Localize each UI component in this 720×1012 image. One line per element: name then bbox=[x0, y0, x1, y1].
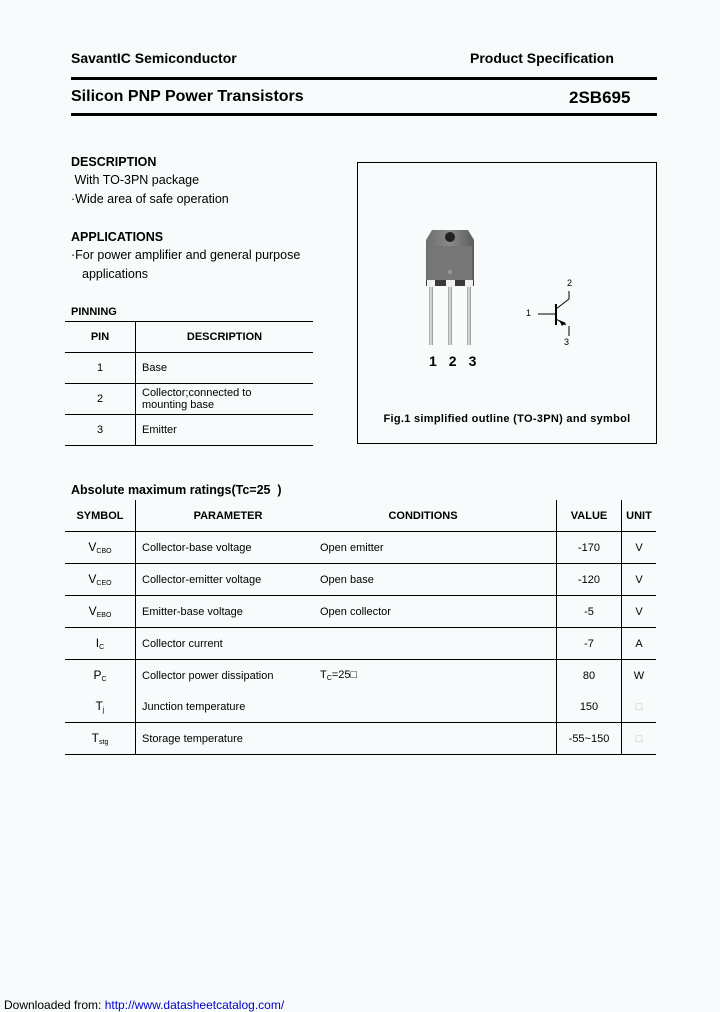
parameter-cell: Collector-base voltage bbox=[136, 532, 321, 564]
value-cell: -55~150 bbox=[557, 723, 622, 755]
to3pn-package-image bbox=[418, 228, 488, 363]
part-number: 2SB695 bbox=[569, 88, 631, 107]
footer-label: Downloaded from: bbox=[4, 998, 105, 1012]
conditions-cell bbox=[320, 660, 557, 692]
table-row bbox=[65, 596, 656, 628]
col-header-unit: UNIT bbox=[622, 500, 657, 532]
symbol-label-emitter: 3 bbox=[564, 337, 570, 347]
header-rule-top bbox=[71, 77, 657, 80]
package-pin-label: 2 bbox=[448, 353, 469, 369]
value-cell: 80 bbox=[557, 660, 622, 692]
header-rule-bottom bbox=[71, 113, 657, 116]
pin-description: Collector;connected to mounting base bbox=[136, 384, 314, 415]
package-pin-label: 1 bbox=[429, 353, 449, 369]
applications-item: ·For power amplifier and general purpose bbox=[71, 248, 301, 262]
ratings-table bbox=[65, 500, 656, 755]
pin-description: Base bbox=[136, 353, 314, 384]
unit-cell: V bbox=[622, 564, 657, 596]
unit-cell: V bbox=[622, 596, 657, 628]
table-row bbox=[65, 384, 313, 415]
unit-cell: V bbox=[622, 532, 657, 564]
col-header-symbol: SYMBOL bbox=[65, 500, 136, 532]
symbol-subscript: j bbox=[102, 707, 105, 714]
conditions-cell: Open collector bbox=[320, 596, 557, 628]
unit-cell: □ bbox=[622, 691, 657, 723]
value-cell: -7 bbox=[557, 628, 622, 660]
conditions-cell: Open emitter bbox=[320, 532, 557, 564]
pinning-title: PINNING bbox=[71, 306, 117, 318]
symbol-cell bbox=[65, 691, 136, 723]
symbol-cell bbox=[65, 596, 136, 628]
symbol-subscript: EBO bbox=[96, 612, 112, 619]
col-header-parameter: PARAMETER bbox=[136, 500, 321, 532]
symbol-main: T bbox=[95, 699, 103, 713]
parameter-cell: Collector current bbox=[136, 628, 321, 660]
figure-outline-box bbox=[357, 162, 657, 444]
col-header-pin: PIN bbox=[65, 322, 136, 353]
table-row bbox=[65, 415, 313, 446]
symbol-main: P bbox=[93, 668, 102, 682]
parameter-cell: Collector-emitter voltage bbox=[136, 564, 321, 596]
table-row bbox=[65, 628, 656, 660]
pinning-table bbox=[65, 321, 313, 446]
applications-item-continued: applications bbox=[82, 267, 149, 281]
table-header-row bbox=[65, 322, 313, 353]
unit-cell: W bbox=[633, 669, 645, 682]
parameter-cell: Collector power dissipation bbox=[142, 669, 274, 682]
table-row bbox=[65, 564, 656, 596]
parameter-cell: Storage temperature bbox=[136, 723, 321, 755]
pin-description: Emitter bbox=[136, 415, 314, 446]
table-row bbox=[65, 353, 313, 384]
conditions-cell bbox=[320, 628, 557, 660]
value-cell: -170 bbox=[557, 532, 622, 564]
pin-number: 3 bbox=[65, 415, 136, 446]
symbol-subscript: stg bbox=[99, 739, 109, 746]
document-type: Product Specification bbox=[470, 50, 614, 66]
datasheetcatalog-link[interactable]: http://www.datasheetcatalog.com/ bbox=[104, 998, 285, 1012]
value-cell: 150 bbox=[557, 691, 622, 723]
table-row bbox=[65, 660, 656, 692]
condition-subscript: C bbox=[326, 675, 332, 682]
col-header-conditions: CONDITIONS bbox=[320, 500, 557, 532]
package-pin-labels bbox=[429, 353, 488, 369]
symbol-subscript: CEO bbox=[96, 580, 112, 587]
unit-cell: A bbox=[622, 628, 657, 660]
symbol-cell bbox=[65, 628, 136, 660]
applications-title: APPLICATIONS bbox=[71, 230, 164, 244]
symbol-subscript: C bbox=[99, 644, 105, 651]
symbol-cell bbox=[65, 564, 136, 596]
symbol-main: I bbox=[95, 636, 100, 650]
pin-number: 2 bbox=[65, 384, 136, 415]
symbol-cell bbox=[65, 532, 136, 564]
col-header-value: VALUE bbox=[557, 500, 622, 532]
ratings-title: Absolute maximum ratings(Tc=25 ) bbox=[71, 483, 282, 497]
description-item: ·Wide area of safe operation bbox=[71, 192, 229, 206]
description-title: DESCRIPTION bbox=[71, 155, 157, 169]
conditions-cell: Open base bbox=[320, 564, 557, 596]
symbol-label-collector: 2 bbox=[567, 278, 573, 288]
symbol-cell bbox=[65, 723, 136, 755]
col-header-description: DESCRIPTION bbox=[136, 322, 314, 353]
pin-number: 1 bbox=[65, 353, 136, 384]
download-footer bbox=[4, 998, 284, 1012]
unit-cell: □ bbox=[622, 723, 657, 755]
symbol-main: V bbox=[88, 604, 97, 618]
parameter-cell: Emitter-base voltage bbox=[136, 596, 321, 628]
symbol-main: V bbox=[88, 540, 97, 554]
parameter-cell: Junction temperature bbox=[136, 691, 321, 723]
condition-suffix: =25□ bbox=[331, 669, 358, 681]
symbol-main: V bbox=[88, 572, 97, 586]
value-cell: -120 bbox=[557, 564, 622, 596]
table-header-row bbox=[65, 500, 656, 532]
symbol-main: T bbox=[91, 731, 99, 745]
symbol-subscript: CBO bbox=[96, 548, 112, 555]
symbol-subscript: C bbox=[101, 676, 107, 683]
package-pin-label: 3 bbox=[468, 353, 489, 369]
table-row bbox=[65, 691, 656, 723]
condition-main: T bbox=[320, 669, 327, 681]
conditions-cell bbox=[320, 723, 557, 755]
symbol-label-base: 1 bbox=[526, 308, 532, 318]
company-name: SavantIC Semiconductor bbox=[71, 50, 237, 66]
product-line-title: Silicon PNP Power Transistors bbox=[71, 88, 304, 105]
value-cell: -5 bbox=[557, 596, 622, 628]
conditions-cell bbox=[320, 691, 557, 723]
table-row bbox=[65, 723, 656, 755]
table-row bbox=[65, 532, 656, 564]
figure-caption: Fig.1 simplified outline (TO-3PN) and symbol bbox=[383, 413, 631, 425]
description-item: With TO-3PN package bbox=[71, 173, 200, 187]
symbol-cell bbox=[65, 660, 136, 692]
